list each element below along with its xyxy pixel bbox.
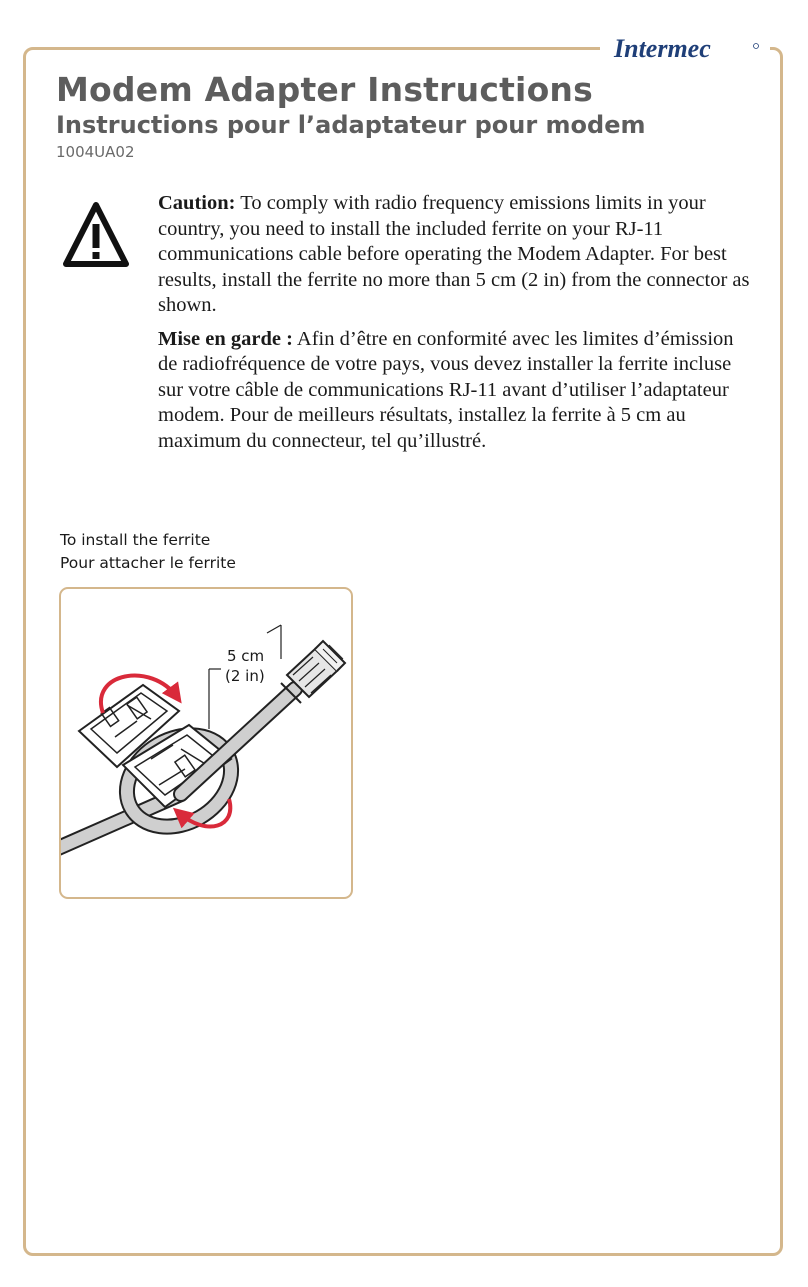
install-caption [60,529,236,575]
install-caption-fr: Pour attacher le ferrite [60,554,236,572]
caution-french [158,327,758,455]
registered-mark-icon [754,44,759,49]
document-number: 1004UA02 [56,143,135,161]
rj11-connector [281,641,345,703]
ferrite-illustration [61,589,353,899]
page-title: Modem Adapter Instructions [56,70,593,109]
caution-english [158,191,758,319]
caution-label: Caution: [158,192,236,214]
logo-wordmark: Intermec [614,34,711,63]
caution-text: To comply with radio frequency emissions limits in your country, you need to install the included ferrite on your RJ-11 communications cable before operating the Modem Adapter. For best results, install the ferrite no more than 5 cm (2 in) from the connector as shown. [158,192,750,316]
caution-block [158,191,758,462]
distance-imperial-label: (2 in) [225,667,265,685]
mise-en-garde-label: Mise en garde : [158,327,293,350]
intermec-logo [610,28,760,68]
ferrite-install-figure [59,587,353,899]
mise-en-garde-text: Afin d’être en conformité avec les limites d’émission de radiofréquence de votre pays, vous devez installer la ferrite incluse sur votre câble de communications RJ-11 avant d’utiliser l’adaptateur modem. Pour de meilleurs résultats, installez la ferrite à 5 cm au maximum du connecteur, tel qu’illustré. [158,327,734,452]
install-caption-en: To install the ferrite [60,531,211,549]
warning-triangle-icon [62,200,130,270]
page-subtitle: Instructions pour l’adaptateur pour modem [56,111,646,139]
distance-metric-label: 5 cm [227,647,265,665]
